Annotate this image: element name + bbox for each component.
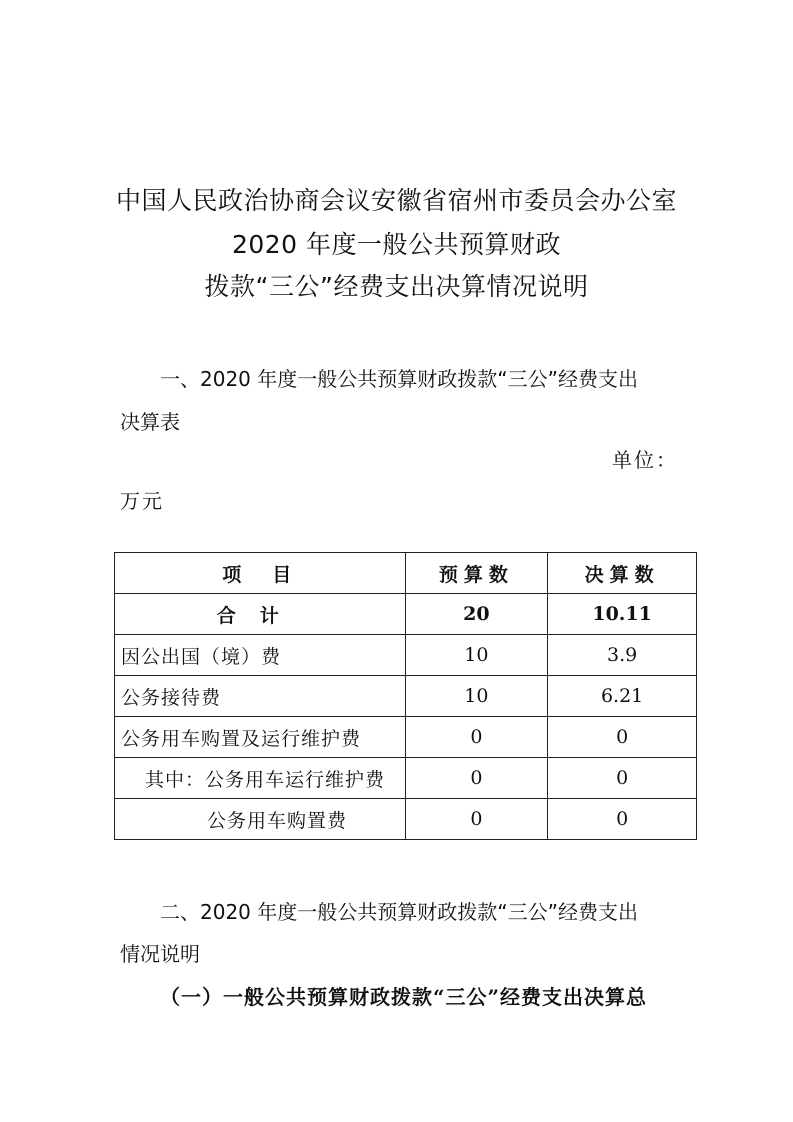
title-line-1: 中国人民政治协商会议安徽省宿州市委员会办公室 — [115, 186, 677, 215]
section2-heading-line1: 二、2020 年度一般公共预算财政拨款“三公”经费支出 — [160, 900, 638, 924]
total-budget: 20 — [405, 594, 548, 635]
table-row — [115, 717, 697, 758]
table-total-row — [115, 594, 697, 635]
row-name: 其中：公务用车运行维护费 — [115, 758, 406, 799]
total-label: 合计 — [115, 594, 406, 635]
row-name: 公务用车购置费 — [115, 799, 406, 840]
table-row — [115, 676, 697, 717]
table-row — [115, 799, 697, 840]
table-header-row — [115, 553, 697, 594]
row-actual: 0 — [548, 758, 697, 799]
unit-value: 万元 — [120, 489, 164, 513]
row-name: 因公出国（境）费 — [115, 635, 406, 676]
row-budget: 10 — [405, 676, 548, 717]
section2-heading-line2: 情况说明 — [120, 942, 200, 966]
section2-subheading: （一）一般公共预算财政拨款“三公”经费支出决算总 — [160, 985, 648, 1009]
section1-heading-line2: 决算表 — [120, 410, 180, 434]
title-line-3: 拨款“三公”经费支出决算情况说明 — [204, 272, 589, 301]
row-actual: 6.21 — [548, 676, 697, 717]
table-row — [115, 635, 697, 676]
row-name: 公务用车购置及运行维护费 — [115, 717, 406, 758]
row-budget: 0 — [405, 717, 548, 758]
table-row — [115, 758, 697, 799]
budget-table — [114, 552, 697, 840]
row-name: 公务接待费 — [115, 676, 406, 717]
row-actual: 3.9 — [548, 635, 697, 676]
row-budget: 0 — [405, 799, 548, 840]
unit-label: 单位： — [612, 448, 678, 472]
row-actual: 0 — [548, 799, 697, 840]
header-item: 项 目 — [115, 553, 406, 594]
total-actual: 10.11 — [548, 594, 697, 635]
header-budget: 预算数 — [405, 553, 548, 594]
title-line-2: 2020 年度一般公共预算财政 — [231, 230, 562, 259]
row-budget: 0 — [405, 758, 548, 799]
section1-heading-line1: 一、2020 年度一般公共预算财政拨款“三公”经费支出 — [160, 367, 638, 391]
row-actual: 0 — [548, 717, 697, 758]
row-budget: 10 — [405, 635, 548, 676]
header-actual: 决算数 — [548, 553, 697, 594]
